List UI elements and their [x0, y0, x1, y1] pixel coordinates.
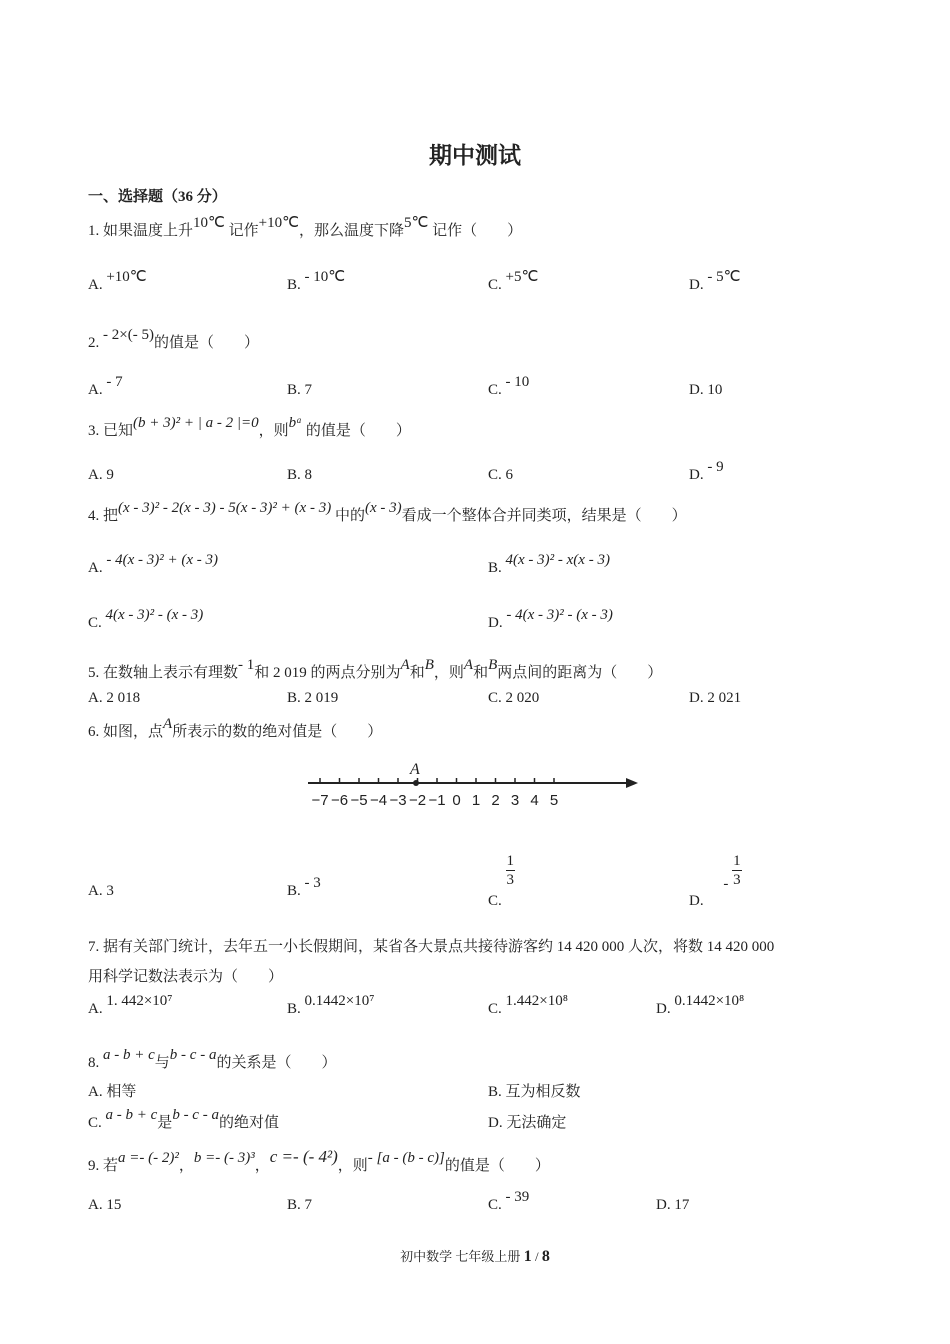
fraction-denominator: 3	[506, 872, 515, 888]
q9-math-1: a =- (- 2)²	[118, 1150, 179, 1166]
page-title: 期中测试	[429, 142, 521, 169]
q5-text-e: 和	[473, 665, 489, 681]
q9-text-c: 的值是（ ）	[444, 1158, 550, 1174]
number-line-tick-label: −1	[428, 792, 446, 809]
q8-text-b: 与	[154, 1055, 170, 1071]
q3-option-b: B. 8	[287, 467, 313, 483]
q5-math-4: A	[463, 657, 474, 673]
q1-option-c-value: +5℃	[505, 269, 539, 285]
q4-option-d	[488, 607, 613, 632]
q4-option-b-label: B.	[488, 560, 502, 576]
q1-text-c: ，那么温度下降	[298, 223, 404, 239]
q8-option-c-label: C.	[88, 1115, 102, 1131]
number-line-tick-label: 4	[530, 792, 539, 809]
q1-option-a-label: A.	[88, 277, 103, 293]
q6-text-a: 6. 如图，点	[88, 724, 164, 740]
q9-math-3: c =- (- 4²)	[269, 1147, 338, 1166]
number-line-tick-label: 3	[510, 792, 520, 809]
number-line-figure	[300, 750, 650, 815]
q4-text-c: 看成一个整体合并同类项，结果是（ ）	[401, 508, 687, 524]
q5-option-d: D. 2 021	[689, 690, 742, 706]
q6-option-d-label: D.	[689, 892, 704, 909]
q6-option-c-fraction	[506, 852, 516, 889]
q4-math-1: (x - 3)² - 2(x - 3) - 5(x - 3)² + (x - 3)	[118, 500, 332, 516]
number-line-tick-label: 1	[471, 792, 481, 809]
q9-math-4: - [a - (b - c)]	[367, 1150, 445, 1166]
q6-option-d-sign: -	[723, 875, 729, 892]
q7-option-c-label: C.	[488, 1001, 502, 1017]
q3-text-b: ，则	[258, 423, 289, 439]
fraction-numerator: 1	[506, 853, 515, 869]
q6-option-b-label: B.	[287, 883, 301, 899]
q8-option-d: D. 无法确定	[488, 1115, 567, 1131]
q3-option-d	[689, 459, 724, 484]
q8-text-a: 8.	[88, 1055, 100, 1071]
q2-option-a-label: A.	[88, 382, 103, 398]
q3-text-c: 的值是（ ）	[305, 423, 411, 439]
q9-text-b: ，则	[337, 1158, 368, 1174]
number-line-arrow	[626, 778, 638, 788]
q4-option-a-value: - 4(x - 3)² + (x - 3)	[106, 552, 218, 568]
q4-option-c-value: 4(x - 3)² - (x - 3)	[105, 607, 204, 623]
q1-math-3: 5℃	[403, 215, 429, 231]
q7-option-d	[656, 993, 745, 1018]
q4-math-2: (x - 3)	[364, 500, 402, 516]
q7-option-d-label: D.	[656, 1001, 671, 1017]
q6-text-b: 所表示的数的绝对值是（ ）	[172, 724, 383, 740]
q3-option-d-value: - 9	[707, 459, 724, 475]
q8-option-b: B. 互为相反数	[488, 1084, 581, 1100]
question-4-stem	[88, 500, 687, 525]
q2-option-d: D. 10	[689, 382, 723, 398]
q3-math-2: bᵃ	[288, 415, 303, 431]
q1-option-d-label: D.	[689, 277, 704, 293]
q7-option-c-value: 1.442×10⁸	[505, 993, 568, 1009]
q8-option-c-math-2: b - c - a	[172, 1107, 219, 1123]
q4-text-b: 中的	[334, 508, 365, 524]
footer-text: 初中数学 七年级上册	[400, 1249, 521, 1264]
q5-text-a: 5. 在数轴上表示有理数	[88, 665, 239, 681]
q9-sep-2: ，	[254, 1158, 270, 1174]
q5-text-b: 和 2 019 的两点分别为	[254, 665, 401, 681]
q5-math-5: B	[488, 657, 498, 673]
section-heading: 一、选择题（36 分）	[88, 189, 227, 205]
q4-option-b	[488, 552, 610, 577]
q4-option-d-label: D.	[488, 615, 503, 631]
q1-text-b: 记作	[228, 223, 259, 239]
q3-option-a: A. 9	[88, 467, 114, 483]
q2-option-b: B. 7	[287, 382, 313, 398]
q1-option-a	[88, 269, 147, 294]
q5-math-3: B	[424, 657, 434, 673]
q8-math-2: b - c - a	[169, 1047, 217, 1063]
q5-text-d: ，则	[433, 665, 464, 681]
q2-math-1: - 2×(- 5)	[103, 327, 154, 343]
q1-option-c-label: C.	[488, 277, 502, 293]
q5-math-2: A	[400, 657, 410, 673]
q2-option-c-value: - 10	[505, 374, 530, 390]
q1-option-b-value: - 10℃	[304, 269, 346, 285]
q4-option-d-value: - 4(x - 3)² - (x - 3)	[506, 607, 613, 623]
question-1-stem	[88, 215, 523, 240]
q3-option-c: C. 6	[488, 467, 514, 483]
q1-option-d	[689, 269, 741, 294]
q5-option-a: A. 2 018	[88, 690, 141, 706]
q7-option-a-value: 1. 442×10⁷	[106, 993, 173, 1009]
question-5-stem	[88, 657, 663, 682]
q7-option-b	[287, 993, 375, 1018]
point-a-marker	[413, 780, 419, 786]
q1-option-b	[287, 269, 346, 294]
question-9-stem	[88, 1147, 550, 1175]
q1-text-a: 1. 如果温度上升	[88, 223, 194, 239]
q2-text-b: 的值是（ ）	[153, 335, 259, 351]
q8-option-c-text: 是	[157, 1115, 173, 1131]
q6-option-c	[488, 852, 515, 909]
q4-option-a-label: A.	[88, 560, 103, 576]
fraction-numerator: 1	[733, 853, 741, 869]
page-separator: /	[531, 1249, 542, 1264]
question-8-stem	[88, 1047, 337, 1072]
q9-option-d: D. 17	[656, 1197, 690, 1213]
q8-option-c-math-1: a - b + c	[105, 1107, 158, 1123]
question-7-line-2: 用科学记数法表示为（ ）	[88, 969, 284, 985]
q3-text-a: 3. 已知	[88, 423, 134, 439]
question-2-stem	[88, 327, 259, 352]
number-line-tick-label: −5	[350, 792, 368, 809]
number-line-tick-label: 5	[549, 792, 559, 809]
q5-option-c: C. 2 020	[488, 690, 540, 706]
page-number: 1	[523, 1248, 532, 1265]
q4-option-c-label: C.	[88, 615, 102, 631]
q5-option-b: B. 2 019	[287, 690, 339, 706]
number-line-tick-label: −2	[408, 792, 427, 809]
q2-option-c	[488, 374, 530, 399]
q6-option-d	[689, 852, 742, 909]
page-footer	[0, 1246, 950, 1266]
q1-option-b-label: B.	[287, 277, 301, 293]
q9-option-c-value: - 39	[505, 1189, 530, 1205]
q4-text-a: 4. 把	[88, 508, 119, 524]
q9-option-c	[488, 1189, 530, 1214]
q9-option-a: A. 15	[88, 1197, 122, 1213]
q3-math-1: (b + 3)² + | a - 2 |=0	[133, 415, 259, 431]
number-line-tick-label: −4	[369, 792, 388, 809]
q6-option-b	[287, 875, 321, 900]
q1-math-1: 10℃	[193, 215, 225, 231]
q9-option-c-label: C.	[488, 1197, 502, 1213]
q4-option-a	[88, 552, 218, 577]
q7-option-a	[88, 993, 173, 1018]
point-a-label: A	[410, 761, 420, 778]
q5-text-c: 和	[409, 665, 425, 681]
q2-option-a	[88, 374, 123, 399]
q7-option-b-label: B.	[287, 1001, 301, 1017]
number-line-tick-label: −7	[311, 792, 329, 809]
q1-text-d: 记作（ ）	[432, 223, 523, 239]
q1-option-a-value: +10℃	[106, 269, 147, 285]
question-6-stem	[88, 716, 383, 741]
q7-option-b-value: 0.1442×10⁷	[304, 993, 375, 1009]
q9-math-2: b =- (- 3)³	[193, 1150, 255, 1166]
q8-option-c	[88, 1107, 279, 1132]
q6-option-d-fraction	[732, 852, 742, 889]
number-line-tick-label: 2	[491, 792, 500, 809]
q2-option-a-value: - 7	[106, 374, 123, 390]
number-line-tick-label: 0	[452, 792, 461, 809]
q8-math-1: a - b + c	[103, 1047, 155, 1063]
q8-option-c-text-2: 的绝对值	[218, 1115, 279, 1131]
q3-option-d-label: D.	[689, 467, 704, 483]
q1-math-2: +10℃	[258, 215, 299, 231]
q5-math-1: - 1	[238, 657, 255, 673]
number-line-tick-label: −3	[389, 792, 407, 809]
number-line-tick-label: −6	[330, 792, 349, 809]
q1-option-d-value: - 5℃	[707, 269, 741, 285]
q9-text-a: 9. 若	[88, 1158, 119, 1174]
page-total: 8	[541, 1248, 550, 1265]
q9-sep-1: ，	[178, 1158, 194, 1174]
q8-text-c: 的关系是（ ）	[216, 1055, 337, 1071]
q1-option-c	[488, 269, 539, 294]
q6-option-b-value: - 3	[304, 875, 321, 891]
q6-math-1: A	[163, 716, 173, 732]
q9-option-b: B. 7	[287, 1197, 313, 1213]
q4-option-c	[88, 607, 204, 632]
q7-option-d-value: 0.1442×10⁸	[674, 993, 745, 1009]
q4-option-b-value: 4(x - 3)² - x(x - 3)	[505, 552, 610, 568]
q7-option-c	[488, 993, 568, 1018]
question-7-line-1: 7. 据有关部门统计，去年五一小长假期间，某省各大景点共接待游客约 14 420 000 人次，将数 14 420 000	[88, 939, 775, 955]
q2-option-c-label: C.	[488, 382, 502, 398]
q2-text-a: 2.	[88, 335, 100, 351]
q8-option-a: A. 相等	[88, 1084, 137, 1100]
q6-option-a: A. 3	[88, 883, 114, 899]
q5-text-f: 两点间的距离为（ ）	[497, 665, 663, 681]
q7-option-a-label: A.	[88, 1001, 103, 1017]
fraction-denominator: 3	[733, 872, 741, 888]
q6-option-c-label: C.	[488, 892, 502, 909]
question-3-stem	[88, 415, 411, 440]
